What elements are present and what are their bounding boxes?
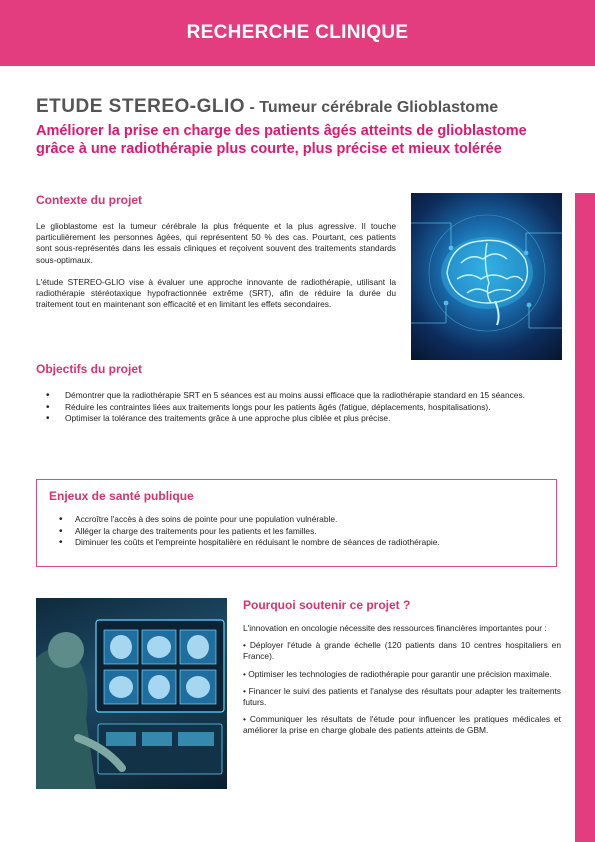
list-item: • Démontrer que la radiothérapie SRT en 5 séances est au moins aussi efficace que la radiothérapie standard en 15 séances.: [36, 390, 566, 402]
study-name: ETUDE STEREO-GLIO: [36, 96, 246, 117]
list-item: • Alléger la charge des traitements pour les patients et les familles.: [49, 526, 556, 538]
contexte-paragraph: L'étude STEREO-GLIO vise à évaluer une approche innovante de radiothérapie, utilisant la radiothérapie stéréotaxique hypofractionnée extrême (SRT), afin de réduire la durée du traitement tout en maintenant son efficacité et en limitant les effets secondaires.: [36, 276, 396, 310]
pourquoi-item: • Déployer l'étude à grande échelle (120 patients dans 10 centres hospitaliers en France).: [243, 640, 561, 662]
pourquoi-item: • Optimiser les technologies de radiothérapie pour garantir une précision maximale.: [243, 668, 552, 679]
objectifs-list: [36, 390, 566, 425]
enjeux-list: [49, 514, 556, 549]
side-accent-bar: [575, 193, 595, 842]
pourquoi-intro: L'innovation en oncologie nécessite des ressources financières importantes pour :: [243, 623, 547, 633]
medical-screens-photo: [36, 598, 227, 789]
contexte-paragraph: Le glioblastome est la tumeur cérébrale la plus fréquente et la plus agressive. Il touche particulièrement les personnes âgées, qui représentent 50 % des cas. Pourtant, ces patients sont sous-représentés dans les essais cliniques et reçoivent souvent des traitements standards sous-optimaux.: [36, 221, 396, 265]
pourquoi-item: • Communiquer les résultats de l'étude pour influencer les pratiques médicales et améliorer la prise en charge globale des patients atteints de GBM.: [243, 714, 561, 736]
list-item: • Diminuer les coûts et l'empreinte hospitalière en réduisant le nombre de séances de radiothérapie.: [49, 537, 556, 549]
list-item: • Optimiser la tolérance des traitements grâce à une approche plus ciblée et plus précise.: [36, 413, 566, 425]
pourquoi-item: • Financer le suivi des patients et l'analyse des résultats pour adapter les traitements futurs.: [243, 685, 561, 708]
contexte-section: [36, 193, 396, 310]
page-subtitle: Améliorer la prise en charge des patients âgés atteints de glioblastome grâce à une radiothérapie plus courte, plus précise et mieux tolérée: [36, 123, 527, 157]
pourquoi-section: [243, 598, 561, 743]
list-item: • Accroître l'accès à des soins de pointe pour une population vulnérable.: [49, 514, 556, 526]
objectifs-section: [36, 362, 566, 425]
objectifs-heading: Objectifs du projet: [36, 362, 143, 376]
contexte-heading: Contexte du projet: [36, 193, 143, 207]
enjeux-heading: Enjeux de santé publique: [49, 489, 194, 503]
title-block: [36, 96, 566, 158]
list-item: • Réduire les contraintes liées aux traitements longs pour les patients âgés (fatigue, déplacements, hospitalisations).: [36, 402, 566, 414]
pourquoi-heading: Pourquoi soutenir ce projet ?: [243, 598, 411, 612]
brain-illustration: [411, 193, 562, 360]
top-banner: [0, 0, 595, 66]
page-title: [36, 96, 566, 119]
enjeux-box: [36, 479, 557, 567]
banner-title: RECHERCHE CLINIQUE: [186, 22, 409, 43]
study-topic: - Tumeur cérébrale Glioblastome: [245, 99, 499, 116]
